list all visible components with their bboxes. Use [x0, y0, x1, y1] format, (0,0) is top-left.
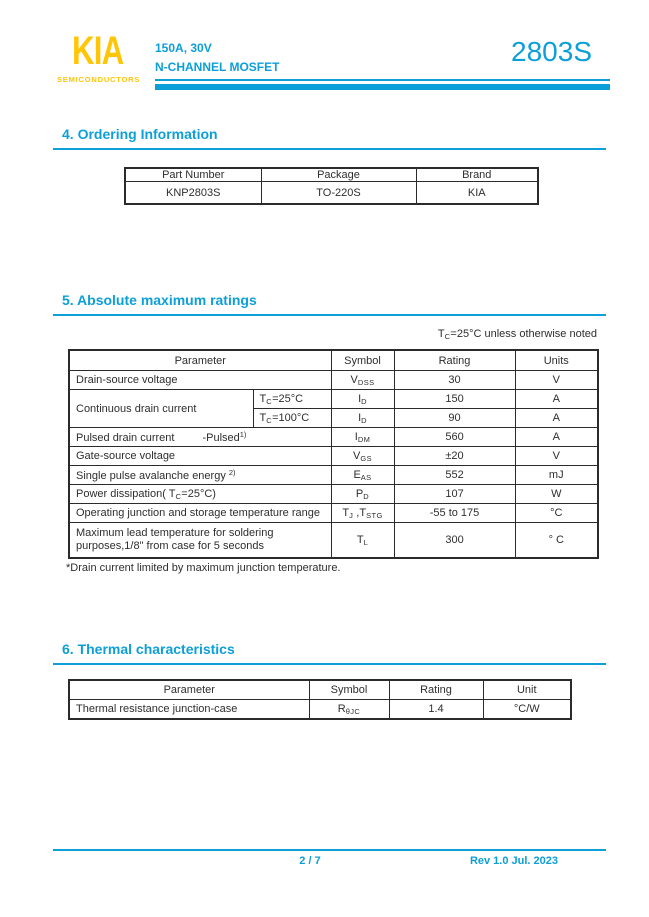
amr-symbol: TL — [331, 523, 394, 559]
amr-row-tl — [69, 523, 598, 559]
amr-row-idm — [69, 428, 598, 447]
ordering-header-row — [125, 168, 538, 182]
amr-symbol: IDM — [331, 428, 394, 447]
section-4-rule — [53, 148, 606, 150]
ordering-table — [124, 167, 539, 205]
device-rating-line: 150A, 30V — [155, 41, 212, 55]
amr-rating: 560 — [394, 428, 515, 447]
thermal-param: Thermal resistance junction-case — [69, 700, 309, 720]
amr-col-symbol: Symbol — [331, 350, 394, 371]
thermal-col-unit: Unit — [483, 680, 571, 700]
amr-unit: V — [515, 447, 598, 466]
amr-param: Gate-source voltage — [69, 447, 331, 466]
amr-param: Pulsed drain current -Pulsed$^{1)}$ — [69, 428, 331, 447]
amr-unit: °C — [515, 504, 598, 523]
section-6-rule — [53, 663, 606, 665]
amr-unit: A — [515, 409, 598, 428]
amr-condition: TC=100°C — [253, 409, 331, 428]
amr-unit: ° C — [515, 523, 598, 559]
amr-symbol: VGS — [331, 447, 394, 466]
amr-row-vgs — [69, 447, 598, 466]
amr-symbol: TJ ,TSTG — [331, 504, 394, 523]
revision-label: Rev 1.0 Jul. 2023 — [469, 855, 558, 867]
ordering-col-part-number: Part Number — [125, 168, 261, 182]
amr-unit: A — [515, 428, 598, 447]
amr-symbol: EAS — [331, 466, 394, 485]
thermal-rating: 1.4 — [389, 700, 483, 720]
ordering-col-brand: Brand — [416, 168, 538, 182]
thermal-data-row — [69, 700, 571, 720]
amr-param: Operating junction and storage temperature range — [69, 504, 331, 523]
ordering-data-row — [125, 182, 538, 205]
drain-current-footnote: *Drain current limited by maximum junction temperature. — [66, 562, 341, 574]
amr-rating: 90 — [394, 409, 515, 428]
header-thick-rule — [155, 84, 610, 90]
section-5-rule — [53, 314, 606, 316]
note-symbol-base: T — [437, 328, 445, 340]
thermal-col-parameter: Parameter — [69, 680, 309, 700]
amr-row-id-25 — [69, 390, 598, 409]
amr-rating: -55 to 175 — [394, 504, 515, 523]
amr-rating: 300 — [394, 523, 515, 559]
absolute-maximum-ratings-table — [68, 349, 599, 559]
amr-col-rating: Rating — [394, 350, 515, 371]
amr-col-units: Units — [515, 350, 598, 371]
thermal-symbol: RθJC — [309, 700, 389, 720]
section-4-title: 4. Ordering Information — [62, 126, 218, 142]
amr-row-eas — [69, 466, 598, 485]
amr-unit: A — [515, 390, 598, 409]
amr-rating: 30 — [394, 371, 515, 390]
device-type-line: N-CHANNEL MOSFET — [155, 60, 280, 74]
amr-param: Continuous drain current — [69, 390, 253, 428]
amr-param: Single pulse avalanche energy $^{2)}$ — [69, 466, 331, 485]
ordering-col-package: Package — [261, 168, 416, 182]
thermal-col-symbol: Symbol — [309, 680, 389, 700]
note-symbol-sub: C — [444, 332, 451, 341]
amr-symbol: VDSS — [331, 371, 394, 390]
header-thin-rule — [155, 79, 610, 81]
page-number: 2 / 7 — [299, 855, 321, 867]
ordering-package: TO-220S — [261, 182, 416, 205]
amr-unit: mJ — [515, 466, 598, 485]
section-6-title: 6. Thermal characteristics — [62, 641, 235, 657]
amr-param: Maximum lead temperature for soldering purposes,1/8" from case for 5 seconds — [69, 523, 331, 559]
ordering-part-number: KNP2803S — [125, 182, 261, 205]
conditions-note — [277, 328, 597, 341]
device-description — [155, 39, 279, 77]
amr-symbol: ID — [331, 409, 394, 428]
amr-rating: 107 — [394, 485, 515, 504]
note-text: =25°C unless otherwise noted — [450, 328, 597, 340]
amr-unit: V — [515, 371, 598, 390]
amr-row-vdss — [69, 371, 598, 390]
amr-condition: TC=25°C — [253, 390, 331, 409]
amr-rating: 552 — [394, 466, 515, 485]
amr-rating: ±20 — [394, 447, 515, 466]
kia-logo-subtitle: SEMICONDUCTORS — [57, 75, 141, 84]
thermal-col-rating: Rating — [389, 680, 483, 700]
amr-symbol: PD — [331, 485, 394, 504]
kia-logo: KIA — [72, 29, 124, 73]
amr-col-parameter: Parameter — [69, 350, 331, 371]
thermal-unit: °C/W — [483, 700, 571, 720]
amr-rating: 150 — [394, 390, 515, 409]
amr-row-tj-tstg — [69, 504, 598, 523]
ordering-brand: KIA — [416, 182, 538, 205]
amr-param: Drain-source voltage — [69, 371, 331, 390]
amr-unit: W — [515, 485, 598, 504]
thermal-header-row — [69, 680, 571, 700]
footer-rule — [53, 849, 606, 851]
section-5-title: 5. Absolute maximum ratings — [62, 292, 257, 308]
amr-symbol: ID — [331, 390, 394, 409]
amr-row-pd — [69, 485, 598, 504]
amr-header-row — [69, 350, 598, 371]
amr-param: Power dissipation( TC=25°C) — [69, 485, 331, 504]
part-number-title: 2803S — [511, 36, 592, 67]
thermal-characteristics-table — [68, 679, 572, 720]
